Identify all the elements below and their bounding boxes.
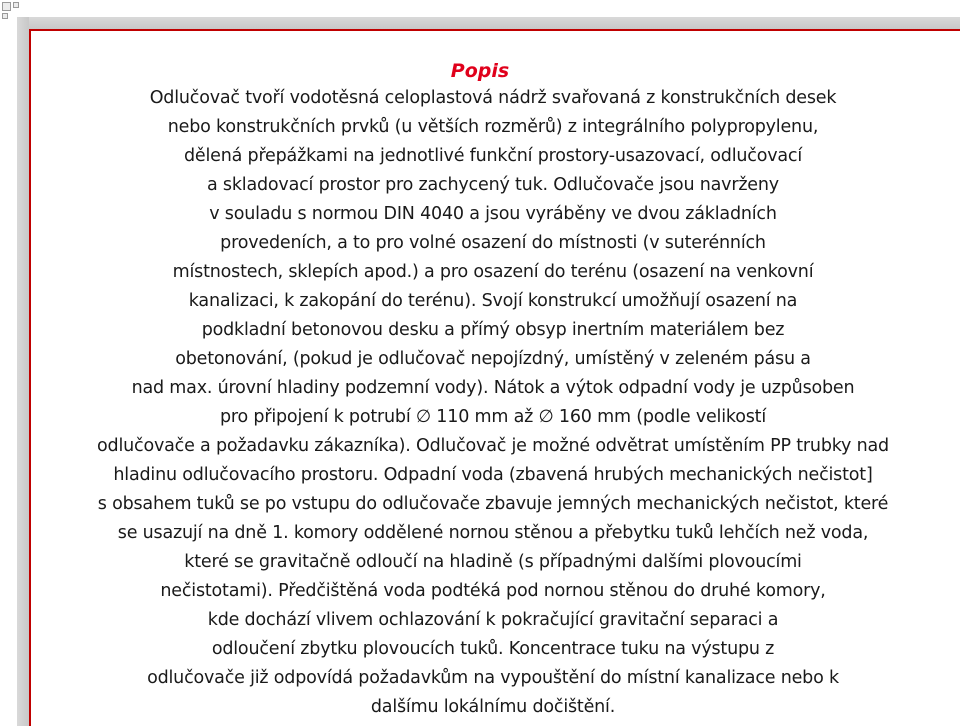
description-text [36, 84, 950, 722]
corner-squares-decoration [0, 0, 30, 30]
text-line: podkladní betonovou desku a přímý obsyp inertním materiálem bez [201, 320, 785, 340]
corner-square-large [2, 2, 11, 11]
top-decorative-bar [17, 17, 960, 29]
text-line: kanalizaci, k zakopání do terénu). Svojí konstrukcí umožňují osazení na [188, 291, 798, 311]
text-line: nečistotami). Předčištěná voda podtéká pod nornou stěnou do druhé komory, [160, 581, 826, 601]
text-line: v souladu s normou DIN 4040 a jsou vyráběny ve dvou základních [209, 204, 777, 224]
left-decorative-bar [17, 17, 29, 726]
text-line: Odlučovač tvoří vodotěsná celoplastová nádrž svařovaná z konstrukčních desek [149, 88, 837, 108]
text-line: obetonování, (pokud je odlučovač nepojízdný, umístěný v zeleném pásu a [175, 349, 811, 369]
text-line: pro připojení k potrubí ∅ 110 mm až ∅ 160 mm (podle velikostí [220, 407, 766, 427]
corner-square-small-right [13, 2, 19, 8]
text-line: dělená přepážkami na jednotlivé funkční prostory-usazovací, odlučovací [183, 146, 803, 166]
text-line: odlučovače a požadavku zákazníka). Odlučovač je možné odvětrat umístěním PP trubky nad [97, 436, 889, 456]
text-line: které se gravitačně odloučí na hladině (s případnými dalšími plovoucími [184, 552, 802, 572]
text-line: a skladovací prostor pro zachycený tuk. Odlučovače jsou navrženy [207, 175, 779, 195]
corner-square-small-bottom [2, 13, 8, 19]
text-line: se usazují na dně 1. komory oddělené nornou stěnou a přebytku tuků lehčích než voda, [117, 523, 869, 543]
text-line: odlučovače již odpovídá požadavkům na vypouštění do místní kanalizace nebo k [147, 668, 839, 688]
text-line: odloučení zbytku plovoucích tuků. Koncentrace tuku na výstupu z [211, 639, 775, 659]
text-line: místnostech, sklepích apod.) a pro osazení do terénu (osazení na venkovní [172, 262, 814, 282]
page-title: Popis [450, 60, 510, 82]
text-line: nebo konstrukčních prvků (u větších rozměrů) z integrálního polypropylenu, [167, 117, 819, 137]
text-line: s obsahem tuků se po vstupu do odlučovače zbavuje jemných mechanických nečistot, které [97, 494, 889, 514]
text-line: kde dochází vlivem ochlazování k pokračující gravitační separaci a [207, 610, 779, 630]
text-line: dalšímu lokálnímu dočištění. [370, 697, 616, 717]
text-line: hladinu odlučovacího prostoru. Odpadní voda (zbavená hrubých mechanických nečistot] [113, 465, 873, 485]
text-line: nad max. úrovní hladiny podzemní vody). Nátok a výtok odpadní vody je uzpůsoben [131, 378, 855, 398]
text-line: provedeních, a to pro volné osazení do místnosti (v suterénních [220, 233, 766, 253]
